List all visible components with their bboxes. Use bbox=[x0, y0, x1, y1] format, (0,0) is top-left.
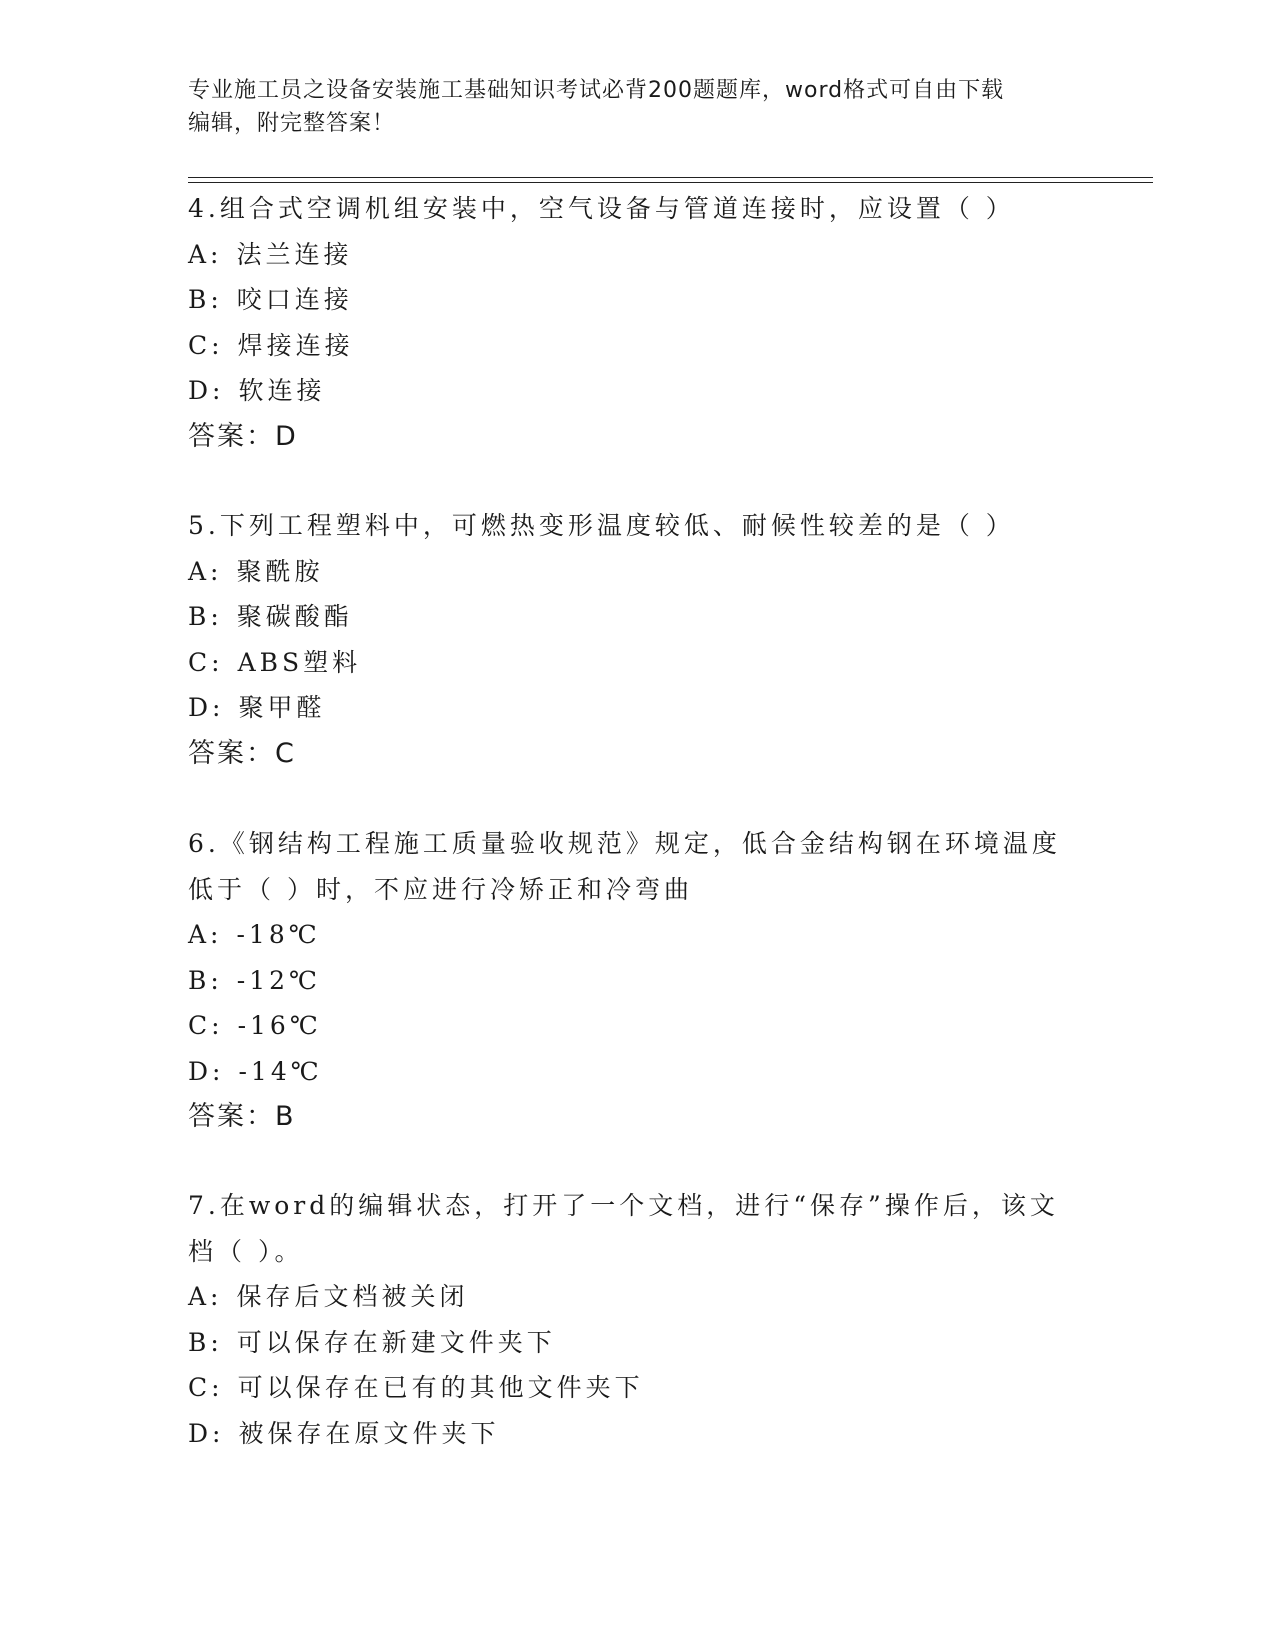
option-letter: B: bbox=[188, 965, 223, 995]
option-text: 聚碳酸酯 bbox=[236, 602, 353, 631]
option-text: 聚酰胺 bbox=[236, 556, 324, 586]
answer-line: 答案：B bbox=[188, 1101, 296, 1132]
option-text: -16℃ bbox=[237, 1011, 322, 1040]
option-text: 可以保存在新建文件夹下 bbox=[236, 1327, 556, 1357]
option-text: 咬口连接 bbox=[236, 285, 353, 314]
option-text: 保存后文档被关闭 bbox=[236, 1282, 469, 1311]
option-letter: C: bbox=[188, 647, 224, 677]
option-letter: C: bbox=[188, 1373, 224, 1402]
option-c bbox=[188, 1003, 1088, 1049]
option-text: 聚甲醛 bbox=[238, 693, 326, 722]
option-c bbox=[188, 640, 1088, 686]
option-letter: C: bbox=[188, 330, 224, 360]
option-text: 焊接连接 bbox=[237, 330, 354, 360]
option-text: 被保存在原文件夹下 bbox=[238, 1418, 500, 1448]
option-letter: D: bbox=[188, 693, 225, 722]
option-text: 可以保存在已有的其他文件夹下 bbox=[237, 1373, 644, 1402]
option-a bbox=[188, 912, 1088, 958]
option-b bbox=[188, 277, 1088, 323]
option-text: -18℃ bbox=[236, 920, 321, 949]
option-text: 法兰连接 bbox=[236, 239, 353, 269]
answer-line: 答案：D bbox=[188, 420, 298, 452]
header-title-line-1: 专业施工员之设备安装施工基础知识考试必背200题题库，word格式可自由下载 bbox=[188, 78, 1005, 103]
document-header bbox=[188, 74, 1088, 140]
question-stem: 4.组合式空调机组安装中，空气设备与管道连接时，应设置（ ） bbox=[188, 194, 1015, 223]
option-c bbox=[188, 323, 1088, 369]
question-stem: 6.《钢结构工程施工质量验收规范》规定，低合金结构钢在环境温度 bbox=[188, 829, 1061, 858]
option-text: -12℃ bbox=[236, 965, 322, 995]
option-letter: B: bbox=[188, 1327, 223, 1357]
option-letter: C: bbox=[188, 1011, 224, 1040]
option-a bbox=[188, 232, 1088, 278]
option-d bbox=[188, 685, 1088, 731]
question-stem: 7.在word的编辑状态，打开了一个文档，进行“保存”操作后，该文 bbox=[188, 1191, 1059, 1220]
question-stem-continued: 低于（ ）时，不应进行冷矫正和冷弯曲 bbox=[188, 874, 693, 904]
option-b bbox=[188, 594, 1088, 640]
option-text: ABS塑料 bbox=[237, 647, 362, 677]
option-a bbox=[188, 1274, 1088, 1320]
option-b bbox=[188, 958, 1088, 1004]
question-stem-continued: 档（ ）。 bbox=[188, 1236, 304, 1266]
option-text: -14℃ bbox=[238, 1056, 323, 1086]
option-letter: D: bbox=[188, 1056, 225, 1086]
option-b bbox=[188, 1320, 1088, 1366]
option-letter: B: bbox=[188, 602, 223, 631]
option-c bbox=[188, 1365, 1088, 1411]
question-stem: 5.下列工程塑料中，可燃热变形温度较低、耐候性较差的是（ ） bbox=[188, 511, 1015, 540]
header-title-line-2: 编辑，附完整答案！ bbox=[188, 111, 396, 136]
option-letter: A: bbox=[188, 556, 223, 586]
option-letter: B: bbox=[188, 285, 223, 314]
question-5 bbox=[188, 503, 1088, 776]
header-divider-bottom bbox=[188, 182, 1153, 183]
question-7 bbox=[188, 1183, 1088, 1456]
question-6 bbox=[188, 821, 1088, 1140]
option-d bbox=[188, 1411, 1088, 1457]
question-4 bbox=[188, 186, 1088, 459]
option-text: 软连接 bbox=[238, 376, 326, 405]
option-letter: A: bbox=[188, 920, 223, 949]
option-letter: A: bbox=[188, 239, 223, 269]
option-d bbox=[188, 368, 1088, 414]
answer-line: 答案：C bbox=[188, 737, 296, 769]
option-letter: D: bbox=[188, 1418, 225, 1448]
header-divider-top bbox=[188, 177, 1153, 178]
option-a bbox=[188, 549, 1088, 595]
option-letter: D: bbox=[188, 376, 225, 405]
option-letter: A: bbox=[188, 1282, 223, 1311]
option-d bbox=[188, 1049, 1088, 1095]
